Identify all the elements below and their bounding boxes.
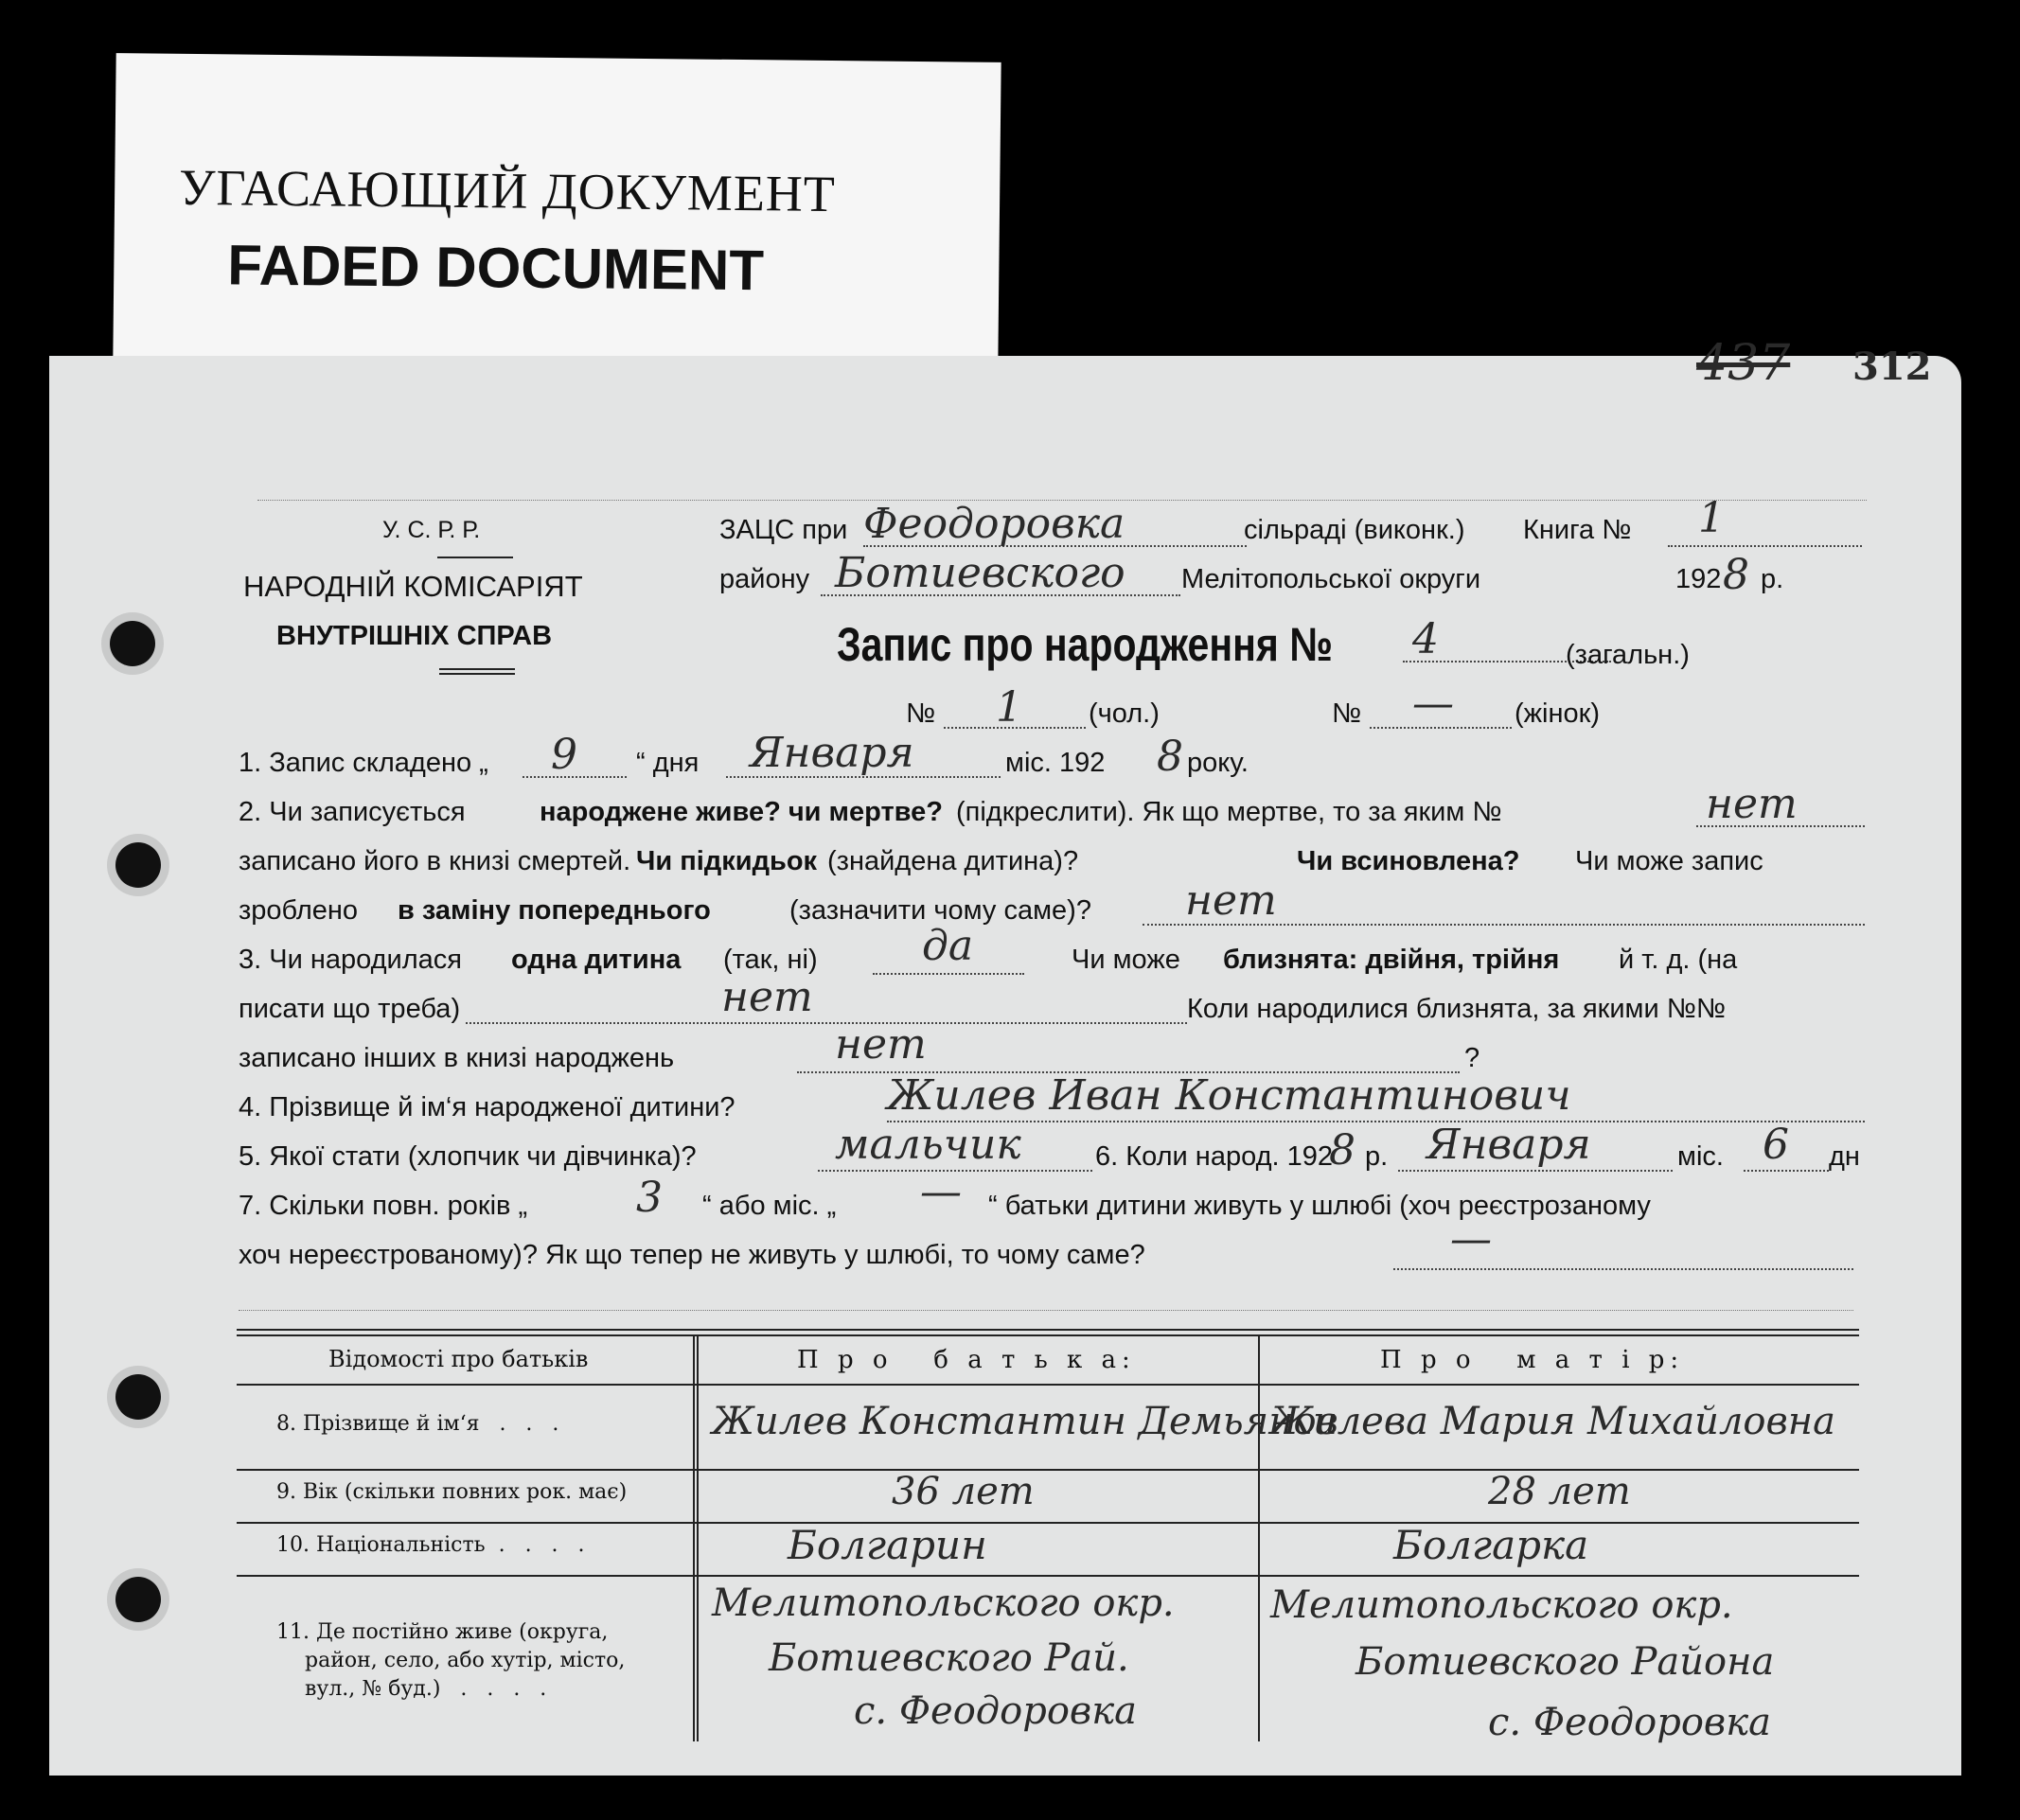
f4-label: 4. Прізвище й ім‘я народженої дитини? bbox=[239, 1092, 735, 1122]
row-label-residence-2: район, село, або хутір, місто, bbox=[305, 1649, 626, 1672]
f2-foundling: Чи підкидьок bbox=[636, 846, 818, 876]
father-age-value: 36 лет bbox=[892, 1470, 1035, 1513]
faded-document-tag bbox=[113, 53, 1001, 365]
usrr-label: У. С. Р. Р. bbox=[382, 517, 481, 543]
f6-label: 6. Коли народ. 192 bbox=[1095, 1141, 1333, 1172]
f7-months-label: “ або міс. „ bbox=[702, 1191, 837, 1221]
punch-hole bbox=[110, 621, 155, 666]
table-rule bbox=[237, 1522, 1859, 1524]
fill-line bbox=[887, 1121, 1865, 1122]
okrug-label: Мелітопольської округи bbox=[1181, 564, 1481, 594]
f2-why: (зазначити чому саме)? bbox=[789, 895, 1091, 926]
book-value: 1 bbox=[1698, 494, 1725, 542]
table-rule bbox=[237, 1329, 1859, 1331]
divider bbox=[439, 668, 515, 670]
table-column-divider bbox=[1258, 1334, 1260, 1741]
row-label-residence-1: 11. Де постійно живе (округа, bbox=[276, 1620, 609, 1644]
f1-year-label: року. bbox=[1187, 748, 1249, 778]
f3-twins-value: нет bbox=[721, 973, 813, 1021]
male-no: № bbox=[906, 698, 936, 729]
fill-line bbox=[873, 973, 1024, 975]
table-header-mother: П р о м а т і р: bbox=[1380, 1346, 1685, 1374]
fill-line bbox=[1393, 1268, 1853, 1270]
f7-parents-married: “ батьки дитини живуть у шлюбі (хоч реєстрозаному bbox=[988, 1191, 1651, 1221]
f2-line2a: записано його в книзі смертей. bbox=[239, 846, 631, 876]
f3-twins: близнята: двійня, трійня bbox=[1223, 945, 1560, 975]
f3-line2a: писати що треба) bbox=[239, 994, 461, 1024]
f3-line2b: Коли народилися близнята, за якими №№ bbox=[1187, 994, 1726, 1024]
mother-nationality-value: Болгарка bbox=[1393, 1522, 1589, 1568]
f3-maybe: Чи може bbox=[1072, 945, 1180, 975]
f6-month-label: міс. bbox=[1677, 1141, 1724, 1172]
table-rule bbox=[237, 1334, 1859, 1336]
child-name-value: Жилев Иван Константинович bbox=[887, 1071, 1571, 1120]
internal-affairs-label: ВНУТРІШНІХ СПРАВ bbox=[276, 621, 553, 651]
mother-residence-3: с. Феодоровка bbox=[1488, 1701, 1771, 1744]
tag-english-text: FADED DOCUMENT bbox=[227, 233, 765, 303]
row-label-name: 8. Прізвище й ім‘я . . . bbox=[276, 1412, 559, 1436]
f2-if-dead: (підкреслити). Як що мертве, то за яким № bbox=[956, 797, 1502, 827]
punch-hole bbox=[115, 1374, 161, 1420]
f3-question: ? bbox=[1464, 1043, 1480, 1073]
table-header-father: П р о б а т ь к а: bbox=[797, 1346, 1136, 1374]
f6-year-suffix: р. bbox=[1365, 1141, 1389, 1172]
row-label-nationality: 10. Національність . . . . bbox=[276, 1533, 585, 1557]
fill-line bbox=[1668, 545, 1862, 547]
f7-reason-value: — bbox=[1450, 1215, 1492, 1263]
mother-age-value: 28 лет bbox=[1488, 1470, 1631, 1513]
commissariat-label: НАРОДНІЙ КОМІСАРІЯТ bbox=[243, 570, 583, 603]
f3-yes-no: (так, ні) bbox=[723, 945, 818, 975]
fill-line bbox=[239, 1310, 1853, 1311]
fill-line bbox=[1398, 1170, 1673, 1172]
table-rule bbox=[237, 1384, 1859, 1386]
f3-single-value: да bbox=[922, 922, 974, 970]
father-residence-2: Ботиевского Рай. bbox=[769, 1636, 1129, 1680]
year-digit: 8 bbox=[1723, 551, 1749, 599]
father-nationality-value: Болгарин bbox=[788, 1522, 987, 1568]
table-rule bbox=[237, 1575, 1859, 1577]
father-residence-1: Мелитопольского окр. bbox=[712, 1581, 1175, 1625]
year-prefix: 192 bbox=[1675, 564, 1722, 594]
tag-russian-text: УГАСАЮЩИЙ ДОКУМЕНТ bbox=[178, 158, 837, 223]
female-number: — bbox=[1412, 680, 1454, 728]
marriage-years-value: 3 bbox=[636, 1174, 663, 1222]
archive-number: 312 bbox=[1852, 345, 1932, 389]
f2-replacement-value: нет bbox=[1185, 876, 1277, 925]
village-value: Феодоровка bbox=[863, 500, 1125, 548]
f3-line3a: записано інших в книзі народжень bbox=[239, 1043, 675, 1073]
f2-replacement: в заміну попереднього bbox=[398, 895, 711, 926]
father-name-value: Жилев Константин Демьянов bbox=[712, 1400, 1338, 1443]
f1-day-label: “ дня bbox=[636, 748, 700, 778]
punch-hole bbox=[115, 842, 161, 888]
f2-alive-dead: народжене живе? чи мертве? bbox=[540, 797, 943, 827]
f3-other-births-value: нет bbox=[835, 1020, 927, 1069]
male-number: 1 bbox=[996, 683, 1022, 732]
mother-residence-2: Ботиевского Района bbox=[1356, 1640, 1775, 1684]
birth-day-value: 6 bbox=[1763, 1121, 1789, 1169]
punch-hole bbox=[115, 1577, 161, 1622]
marriage-months-value: — bbox=[920, 1168, 962, 1216]
record-number: 4 bbox=[1412, 615, 1439, 663]
general-label: (загальн.) bbox=[1566, 640, 1690, 670]
f2-label: 2. Чи записується bbox=[239, 797, 466, 827]
divider bbox=[437, 557, 513, 558]
f1-label: 1. Запис складено „ bbox=[239, 748, 488, 778]
f3-etc: й т. д. (на bbox=[1619, 945, 1738, 975]
f6-day-label: дн bbox=[1829, 1141, 1860, 1172]
book-label: Книга № bbox=[1523, 515, 1632, 545]
mother-name-value: Жилева Мария Михайловна bbox=[1270, 1400, 1835, 1443]
female-no: № bbox=[1332, 698, 1362, 729]
f1-month-label: міс. 192 bbox=[1005, 748, 1106, 778]
table-header-info: Відомості про батьків bbox=[328, 1346, 589, 1372]
f2-found-child: (знайдена дитина)? bbox=[827, 846, 1079, 876]
year-suffix: р. bbox=[1761, 564, 1784, 594]
f1-month: Января bbox=[750, 729, 914, 777]
f5-label: 5. Якої стати (хлопчик чи дівчинка)? bbox=[239, 1141, 697, 1172]
female-label: (жінок) bbox=[1515, 698, 1600, 729]
archive-number-struck: 437 bbox=[1696, 335, 1791, 392]
male-label: (чол.) bbox=[1089, 698, 1160, 729]
table-column-divider bbox=[693, 1334, 699, 1741]
row-label-age: 9. Вік (скільки повних рок. має) bbox=[276, 1480, 628, 1504]
raion-value: Ботиевского bbox=[835, 549, 1125, 597]
birth-record-sheet bbox=[49, 335, 1961, 1776]
mother-residence-1: Мелитопольского окр. bbox=[1270, 1583, 1733, 1627]
birth-year-digit: 8 bbox=[1329, 1126, 1356, 1175]
f2-maybe-record: Чи може запис bbox=[1575, 846, 1763, 876]
zags-suffix: сільраді (виконк.) bbox=[1244, 515, 1465, 545]
f2-line3a: зроблено bbox=[239, 895, 359, 926]
f7-label: 7. Скільки повн. років „ bbox=[239, 1191, 528, 1221]
f2-death-number: нет bbox=[1706, 780, 1798, 828]
f7-line2a: хоч нереєстрованому)? Як що тепер не живуть у шлюбі, то чому саме? bbox=[239, 1240, 1145, 1270]
f1-year: 8 bbox=[1157, 733, 1183, 781]
zags-prefix: ЗАЦС при bbox=[719, 515, 848, 545]
father-residence-3: с. Феодоровка bbox=[854, 1689, 1137, 1733]
divider bbox=[439, 673, 515, 675]
f3-single-child: одна дитина bbox=[511, 945, 682, 975]
f2-adopted: Чи всиновлена? bbox=[1297, 846, 1520, 876]
fill-line bbox=[1744, 1170, 1829, 1172]
f3-label: 3. Чи народилася bbox=[239, 945, 462, 975]
child-sex-value: мальчик bbox=[835, 1121, 1021, 1169]
f1-day: 9 bbox=[551, 731, 577, 779]
raion-label: району bbox=[719, 564, 810, 594]
birth-month-value: Января bbox=[1426, 1121, 1591, 1169]
fill-line bbox=[466, 1022, 1187, 1024]
row-label-residence-3: вул., № буд.) . . . . bbox=[305, 1677, 547, 1701]
record-title: Запис про народження № bbox=[837, 618, 1333, 671]
